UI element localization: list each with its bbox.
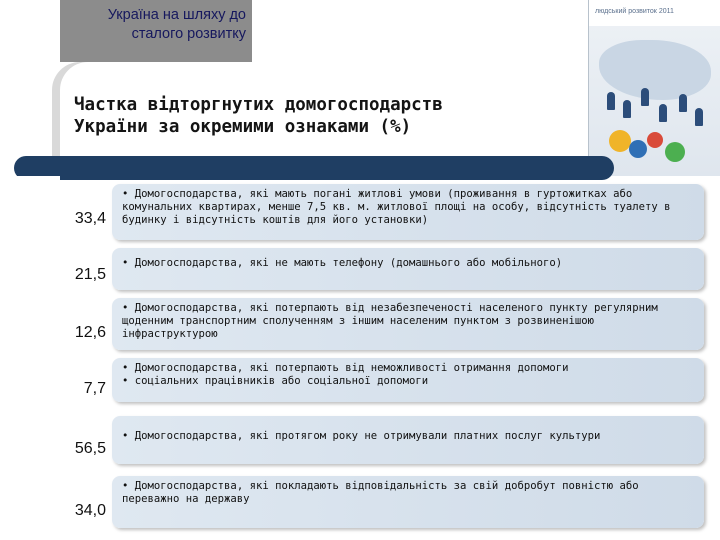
person-icon bbox=[623, 100, 631, 118]
page-title-line1: Частка відторгнутих домогосподарств bbox=[74, 95, 443, 115]
indicator-text: • соціальних працівників або соціальної допомоги bbox=[122, 375, 694, 388]
left-margin bbox=[0, 176, 60, 540]
page-title bbox=[74, 94, 594, 138]
cover-map bbox=[599, 40, 711, 100]
indicator-text: • Домогосподарства, які не мають телефону (домашнього або мобільного) bbox=[122, 257, 694, 270]
person-icon bbox=[695, 108, 703, 126]
value-label: 33,4 bbox=[74, 210, 106, 227]
cover-title: людський розвиток 2011 bbox=[595, 8, 674, 15]
value-label: 34,0 bbox=[74, 502, 106, 519]
person-icon bbox=[679, 94, 687, 112]
person-icon bbox=[607, 92, 615, 110]
person-icon bbox=[641, 88, 649, 106]
page-title-line2: України за окремими ознаками (%) bbox=[74, 117, 412, 137]
gear-icon bbox=[609, 130, 631, 152]
value-label: 7,7 bbox=[83, 380, 106, 397]
indicator-box bbox=[112, 476, 704, 528]
person-icon bbox=[659, 104, 667, 122]
indicator-box bbox=[112, 298, 704, 350]
value-label: 56,5 bbox=[74, 440, 106, 457]
gear-icon bbox=[629, 140, 647, 158]
indicator-box bbox=[112, 358, 704, 402]
section-divider bbox=[14, 156, 614, 180]
indicator-box bbox=[112, 248, 704, 290]
indicator-box bbox=[112, 416, 704, 464]
indicator-box bbox=[112, 184, 704, 240]
gear-icon bbox=[665, 142, 685, 162]
indicator-text: • Домогосподарства, які протягом року не отримували платних послуг культури bbox=[122, 430, 694, 443]
header-subtitle-line1: Україна на шляху до bbox=[107, 7, 246, 23]
value-label: 21,5 bbox=[74, 266, 106, 283]
indicator-text: • Домогосподарства, які мають погані житлові умови (проживання в гуртожитках або комунальних квартирах, менше 7,5 кв. м. житлової площі на особу, відсутність туалету в будинку і відсутність коштів для його установки) bbox=[122, 188, 694, 227]
indicator-text: • Домогосподарства, які потерпають від неможливості отримання допомоги bbox=[122, 362, 694, 375]
header-subtitle-line2: сталого розвитку bbox=[131, 26, 246, 42]
gear-icon bbox=[647, 132, 663, 148]
indicator-text: • Домогосподарства, які потерпають від незабезпеченості населеного пункту регулярним щоденним транспортним сполученням з іншим населеним пунктом з розвиненішою інфраструктурою bbox=[122, 302, 694, 341]
report-cover-image bbox=[588, 0, 720, 176]
indicator-text: • Домогосподарства, які покладають відповідальність за свій добробут повністю або переважно на державу bbox=[122, 480, 694, 506]
header-subtitle bbox=[60, 6, 246, 44]
value-label: 12,6 bbox=[74, 324, 106, 341]
